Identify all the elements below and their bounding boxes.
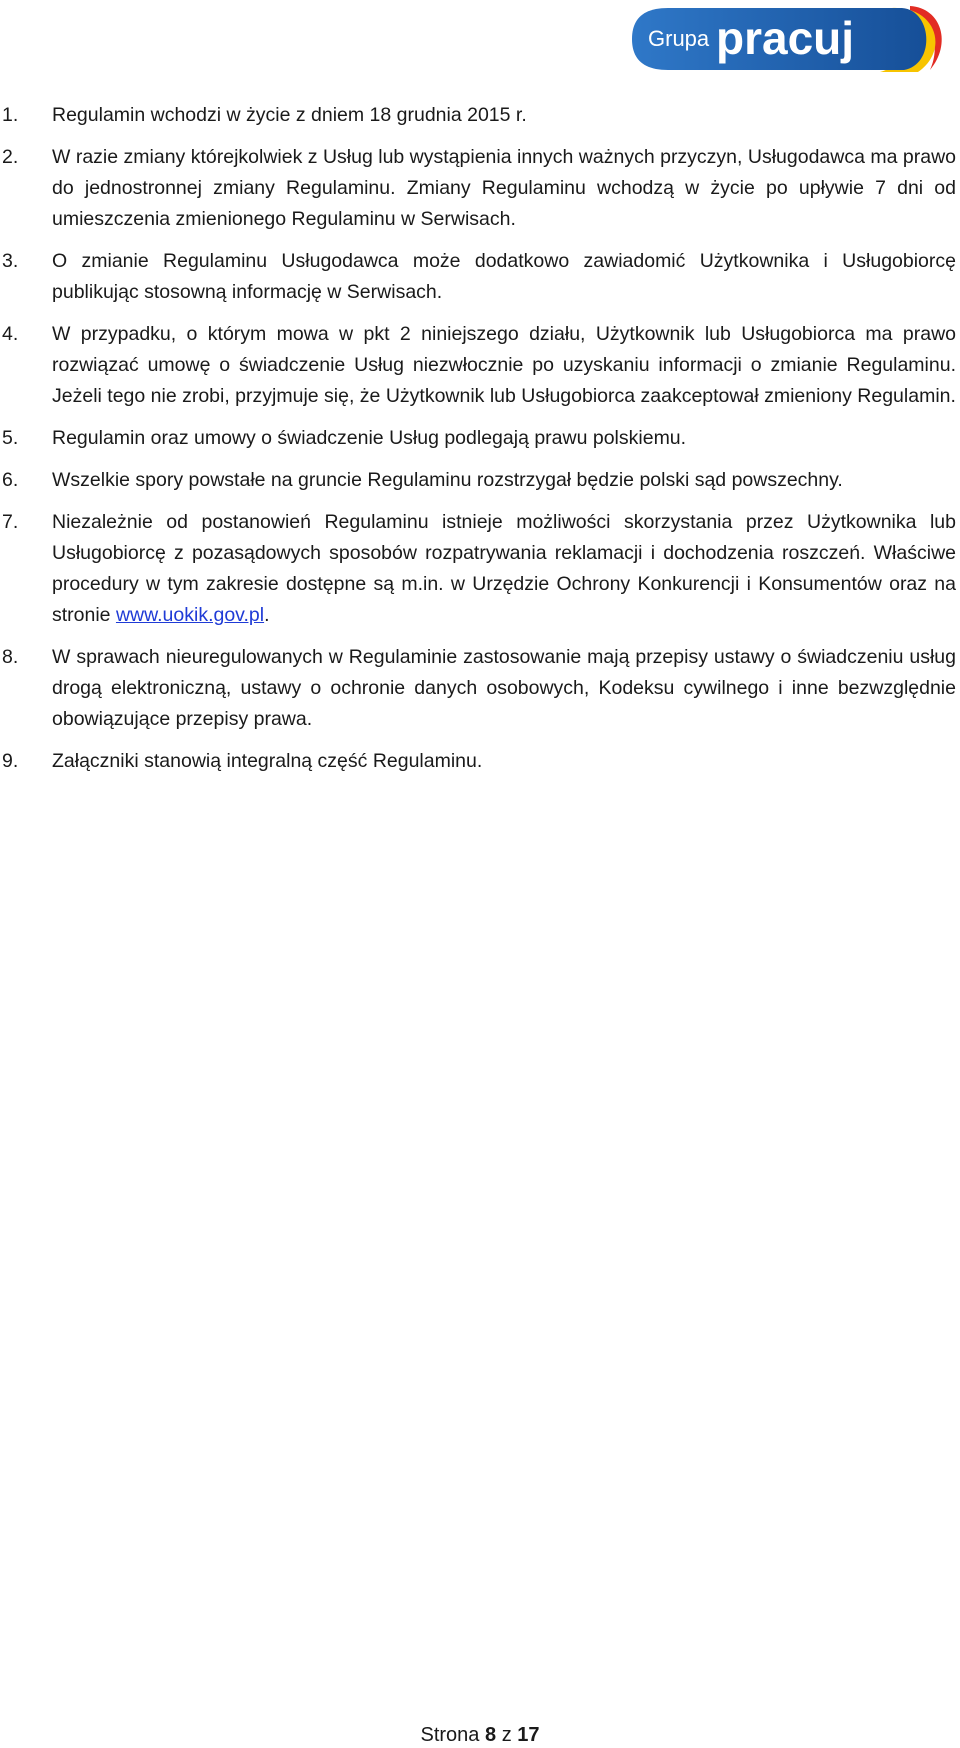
logo-text-pracuj: pracuj [716,12,855,64]
item-number: 2. [2,146,19,168]
item-number: 8. [2,646,19,668]
item-number: 1. [2,104,19,126]
list-item [0,642,956,735]
item-text [52,507,956,631]
item-number: 4. [2,323,19,345]
item-text: W przypadku, o którym mowa w pkt 2 niniejszego działu, Użytkownik lub Usługobiorca ma prawo rozwiązać umowę o świadczenie Usług niezwłocznie po uzyskaniu informacji o zmianie Regulaminu. Jeżeli tego nie zrobi, przyjmuje się, że Użytkownik lub Usługobiorca zaakceptował zmieniony Regulamin. [52,323,956,407]
list-item [0,465,956,496]
item-number: 3. [2,250,19,272]
total-pages-number: 17 [517,1724,540,1746]
item-number: 9. [2,750,19,772]
item-text: Regulamin oraz umowy o świadczenie Usług podlegają prawu polskiemu. [52,427,687,449]
logo-graphic [630,4,952,74]
list-item [0,746,956,777]
current-page-number: 8 [485,1724,497,1746]
item-text-after-link: . [264,604,270,626]
page-footer [0,1722,960,1748]
item-number: 5. [2,427,19,449]
list-item [0,319,956,412]
item-text: Wszelkie spory powstałe na gruncie Regulaminu rozstrzygał będzie polski sąd powszechny. [52,469,843,491]
list-item [0,507,956,631]
item-text: Załączniki stanowią integralną część Regulaminu. [52,750,483,772]
item-text: Regulamin wchodzi w życie z dniem 18 grudnia 2015 r. [52,104,527,126]
list-item [0,100,956,131]
page-separator: z [501,1724,512,1746]
list-item [0,142,956,235]
item-text: W razie zmiany którejkolwiek z Usług lub wystąpienia innych ważnych przyczyn, Usługodawca ma prawo do jednostronnej zmiany Regulaminu. Zmiany Regulaminu wchodzą w życie po upływie 7 dni od umieszczenia zmienionego Regulaminu w Serwisach. [52,146,956,230]
page-label: Strona [420,1724,480,1746]
uokik-link[interactable]: www.uokik.gov.pl [115,604,265,626]
list-item [0,423,956,454]
grupa-pracuj-logo [630,4,952,74]
item-text-before-link: Niezależnie od postanowień Regulaminu istnieje możliwości skorzystania przez Użytkownika lub Usługobiorcę z pozasądowych sposobów rozpatrywania reklamacji i dochodzenia roszczeń. Właściwe procedury w tym zakresie dostępne są m.in. w Urzędzie Ochrony Konkurencji i Konsumentów oraz na stronie [52,511,956,626]
logo-text-grupa: Grupa [648,26,710,51]
item-text: O zmianie Regulaminu Usługodawca może dodatkowo zawiadomić Użytkownika i Usługobiorcę publikując stosowną informację w Serwisach. [52,250,956,303]
regulations-section [0,100,956,788]
item-number: 6. [2,469,19,491]
item-text: W sprawach nieuregulowanych w Regulaminie zastosowanie mają przepisy ustawy o świadczeniu usług drogą elektroniczną, ustawy o ochronie danych osobowych, Kodeksu cywilnego i inne bezwzględnie obowiązujące przepisy prawa. [52,646,956,730]
list-item [0,246,956,308]
item-number: 7. [2,511,19,533]
